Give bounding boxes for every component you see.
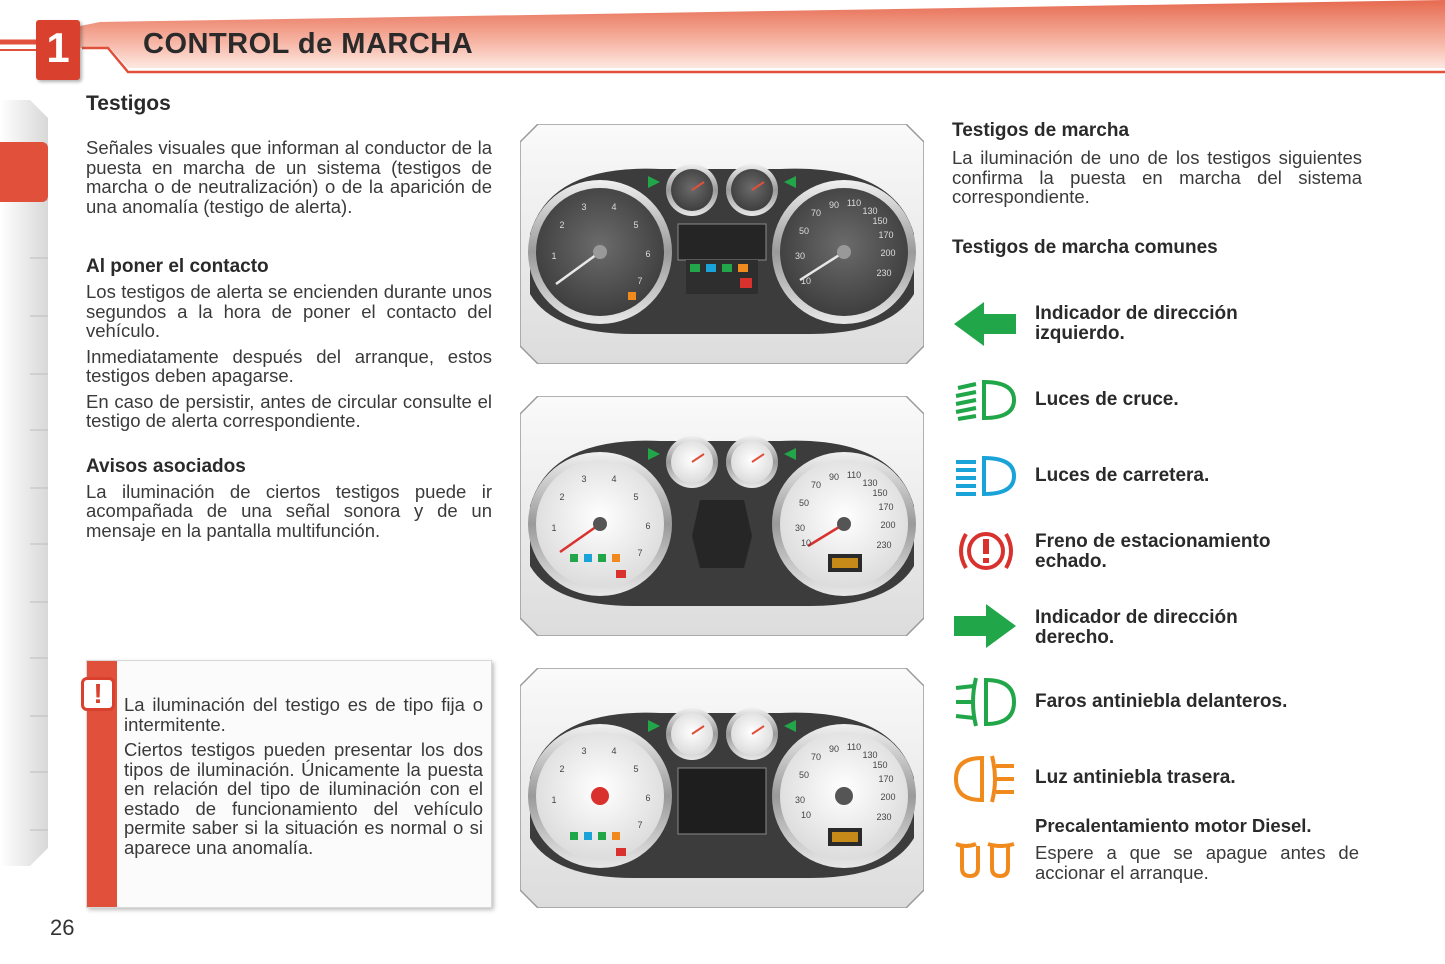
- intro-paragraph: Señales visuales que informan al conductor de la puesta en marcha de un sistema (testigos de marcha o de neutralización) o de la aparición de una anomalía (testigo de alerta).: [86, 137, 492, 217]
- svg-text:130: 130: [862, 478, 878, 488]
- svg-text:1: 1: [551, 523, 557, 533]
- side-rail: [0, 100, 48, 866]
- warnings-paragraph: La iluminación de ciertos testigos puede ir acompañada de una señal sonora y de un mensaje en la pantalla multifunción.: [86, 480, 492, 541]
- svg-text:6: 6: [645, 521, 651, 531]
- svg-text:150: 150: [872, 488, 888, 498]
- svg-text:200: 200: [880, 520, 896, 530]
- lamp-label-right-indicator-1: Indicador de dirección: [1035, 607, 1238, 628]
- lamp-row-rear-fog: [952, 754, 1372, 804]
- right-turn-arrow-icon: [952, 602, 1018, 650]
- lamp-row-left-indicator: [952, 298, 1372, 350]
- right-column: [952, 120, 1362, 259]
- svg-text:2: 2: [559, 492, 565, 502]
- lamp-label-left-indicator-1: Indicador de dirección: [1035, 303, 1238, 324]
- exclamation-icon: !: [81, 677, 115, 711]
- active-chapter-marker[interactable]: [0, 142, 48, 202]
- svg-text:1: 1: [551, 795, 557, 805]
- svg-text:3: 3: [581, 746, 587, 756]
- diesel-glow-plug-icon: [952, 838, 1018, 878]
- running-lamps-heading: Testigos de marcha: [952, 120, 1130, 141]
- svg-text:230: 230: [876, 812, 892, 822]
- svg-text:10: 10: [800, 538, 812, 548]
- lamp-row-diesel-preheat: [952, 816, 1372, 886]
- parking-brake-icon: [952, 526, 1020, 576]
- warning-note-box: [86, 660, 492, 908]
- contact-paragraph-2: Inmediatamente después del arranque, estos testigos deben apagarse.: [86, 345, 492, 386]
- svg-text:1: 1: [551, 251, 557, 261]
- lamp-label-high-beam: Luces de carretera.: [1035, 465, 1210, 486]
- low-beam-icon: [952, 378, 1018, 422]
- lamp-label-front-fog: Faros antiniebla delanteros.: [1035, 691, 1288, 712]
- chapter-title: CONTROL de MARCHA: [143, 28, 474, 60]
- lamp-label-rear-fog: Luz antiniebla trasera.: [1035, 767, 1236, 788]
- cluster-image-2: [520, 396, 924, 636]
- svg-text:2: 2: [559, 764, 565, 774]
- svg-text:230: 230: [876, 268, 892, 278]
- svg-text:170: 170: [878, 774, 894, 784]
- svg-text:50: 50: [798, 770, 810, 780]
- warnings-heading: Avisos asociados: [86, 455, 246, 477]
- svg-text:7: 7: [637, 276, 643, 286]
- lamp-row-right-indicator: [952, 602, 1372, 654]
- svg-text:5: 5: [633, 492, 639, 502]
- svg-text:50: 50: [798, 226, 810, 236]
- lamp-row-high-beam: [952, 454, 1372, 500]
- svg-text:90: 90: [828, 744, 840, 754]
- lamp-label-parking-brake-1: Freno de estacionamiento: [1035, 531, 1271, 552]
- lamp-label-parking-brake-2: echado.: [1035, 551, 1107, 572]
- svg-text:110: 110: [846, 742, 862, 752]
- front-fog-icon: [952, 674, 1018, 730]
- svg-text:170: 170: [878, 502, 894, 512]
- section-title-testigos: Testigos: [86, 92, 171, 115]
- svg-text:70: 70: [810, 480, 822, 490]
- svg-text:130: 130: [862, 750, 878, 760]
- svg-text:200: 200: [880, 792, 896, 802]
- lamp-label-right-indicator-2: derecho.: [1035, 627, 1115, 648]
- warning-paragraph-2: Ciertos testigos pueden presentar los dos tipos de iluminación. Únicamente la puesta en relación del tipo de iluminación con el estado de funcionamiento del vehículo permite saber si la situación es normal o si aparece una anomalía.: [124, 739, 483, 858]
- svg-text:3: 3: [581, 474, 587, 484]
- svg-text:30: 30: [794, 523, 806, 533]
- svg-text:150: 150: [872, 216, 888, 226]
- contact-paragraph-1: Los testigos de alerta se encienden durante unos segundos a la hora de poner el contacto del vehículo.: [86, 281, 492, 341]
- diesel-text: Espere a que se apague antes de accionar el arranque.: [1035, 842, 1359, 883]
- svg-text:6: 6: [645, 249, 651, 259]
- svg-text:50: 50: [798, 498, 810, 508]
- svg-text:4: 4: [611, 202, 617, 212]
- svg-text:2: 2: [559, 220, 565, 230]
- running-lamps-intro: La iluminación de uno de los testigos siguientes confirma la puesta en marcha del sistema correspondiente.: [952, 147, 1362, 207]
- diesel-heading: Precalentamiento motor Diesel.: [1035, 815, 1312, 836]
- svg-text:7: 7: [637, 820, 643, 830]
- svg-text:70: 70: [810, 208, 822, 218]
- left-column: [86, 92, 492, 540]
- lamp-label-low-beam: Luces de cruce.: [1035, 389, 1179, 410]
- svg-text:90: 90: [828, 200, 840, 210]
- left-turn-arrow-icon: [952, 300, 1018, 348]
- svg-text:110: 110: [846, 198, 862, 208]
- svg-text:170: 170: [878, 230, 894, 240]
- chapter-number-tab: 1: [36, 20, 80, 80]
- contact-paragraph-3: En caso de persistir, antes de circular consulte el testigo de alerta correspondiente.: [86, 390, 492, 431]
- lamp-row-parking-brake: [952, 526, 1372, 578]
- cluster-image-3: [520, 668, 924, 908]
- svg-text:10: 10: [800, 276, 812, 286]
- svg-text:110: 110: [846, 470, 862, 480]
- svg-text:90: 90: [828, 472, 840, 482]
- contact-heading: Al poner el contacto: [86, 256, 269, 277]
- svg-text:4: 4: [611, 746, 617, 756]
- svg-text:7: 7: [637, 548, 643, 558]
- svg-text:230: 230: [876, 540, 892, 550]
- svg-text:150: 150: [872, 760, 888, 770]
- lamp-label-left-indicator-2: izquierdo.: [1035, 323, 1125, 344]
- svg-text:30: 30: [794, 251, 806, 261]
- svg-text:5: 5: [633, 764, 639, 774]
- common-lamps-heading: Testigos de marcha comunes: [952, 236, 1218, 258]
- svg-text:200: 200: [880, 248, 896, 258]
- warning-paragraph-1: La iluminación del testigo es de tipo fija o intermitente.: [124, 694, 483, 735]
- svg-text:70: 70: [810, 752, 822, 762]
- high-beam-icon: [952, 454, 1018, 498]
- svg-text:130: 130: [862, 206, 878, 216]
- svg-text:6: 6: [645, 793, 651, 803]
- page-number: 26: [50, 915, 75, 940]
- svg-text:10: 10: [800, 810, 812, 820]
- rear-fog-icon: [952, 754, 1018, 804]
- cluster-image-1: [520, 124, 924, 364]
- lamp-row-front-fog: [952, 674, 1372, 730]
- lamp-row-low-beam: [952, 378, 1372, 424]
- svg-text:3: 3: [581, 202, 587, 212]
- svg-text:30: 30: [794, 795, 806, 805]
- svg-text:5: 5: [633, 220, 639, 230]
- svg-text:4: 4: [611, 474, 617, 484]
